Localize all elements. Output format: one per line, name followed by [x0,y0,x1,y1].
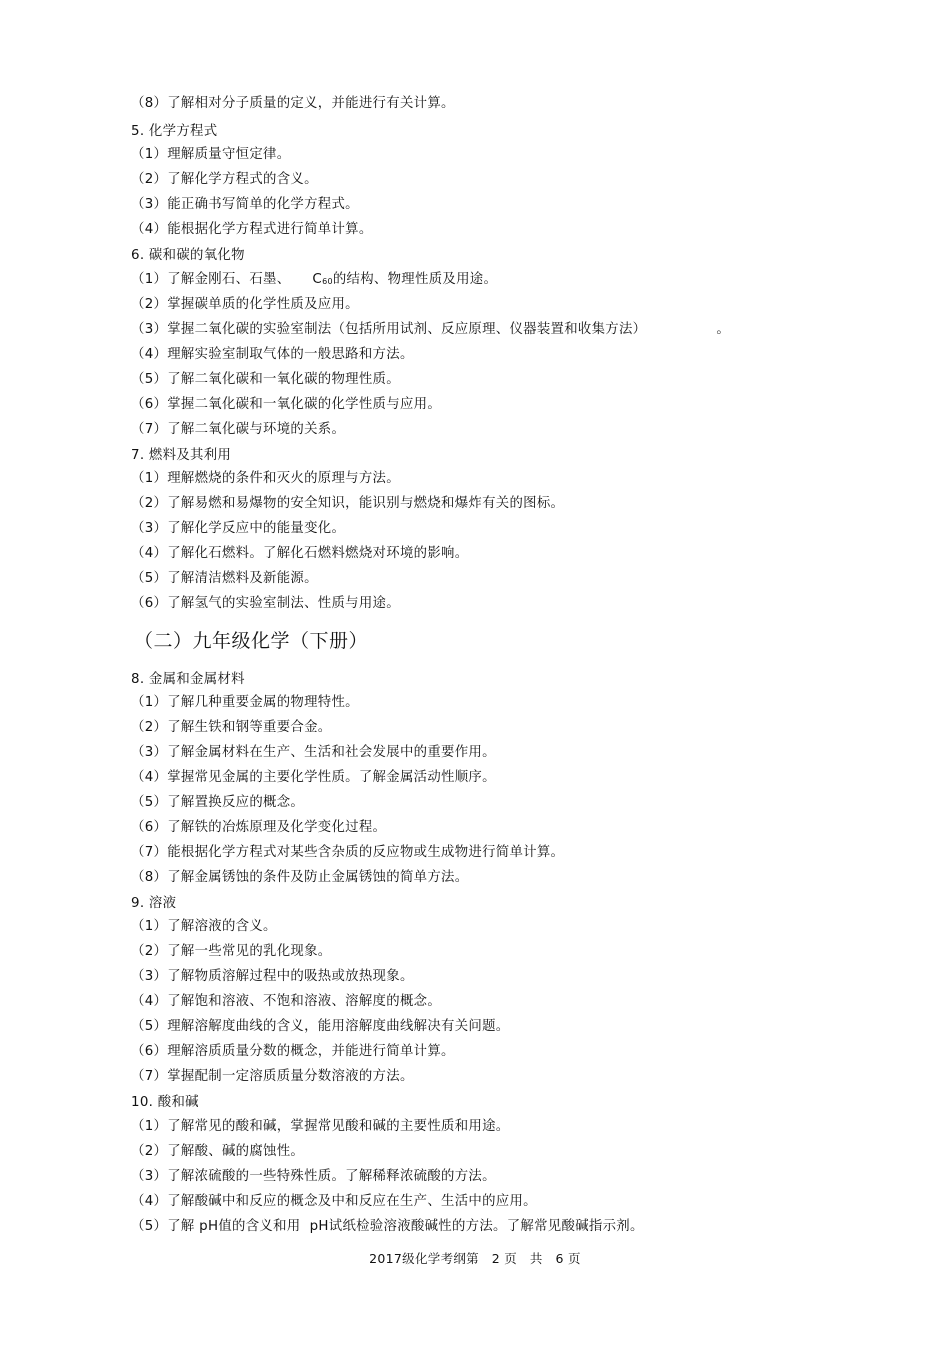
text-line: （2）了解生铁和钢等重要合金。 [131,720,332,735]
text-segment: （1）了解金刚石、石墨、 [131,272,291,287]
text-segment: pH试纸检验溶液酸碱性的方法。了解常见酸碱指示剂。 [309,1219,644,1234]
section-title: 7. 燃料及其利用 [131,448,232,463]
text-segment: （3）掌握二氧化碳的实验室制法（包括所用试剂、反应原理、仪器装置和收集方法） [131,322,647,337]
text-line: （2）了解酸、碱的腐蚀性。 [131,1144,305,1159]
text-line: （5）了解二氧化碳和一氧化碳的物理性质。 [131,372,400,387]
text-line: （6）掌握二氧化碳和一氧化碳的化学性质与应用。 [131,397,442,412]
text-line [131,271,497,291]
text-line: （4）了解化石燃料。了解化石燃料燃烧对环境的影响。 [131,546,469,561]
formula-c60: $C_{60}$ [312,272,333,287]
text-line [131,1218,644,1236]
text-line: （4）掌握常见金属的主要化学性质。了解金属活动性顺序。 [131,770,496,785]
text-line: （6）了解氢气的实验室制法、性质与用途。 [131,596,400,611]
text-line: （1）了解几种重要金属的物理特性。 [131,695,359,710]
section-title: 10. 酸和碱 [131,1095,199,1110]
text-segment: （5）了解 [131,1219,195,1234]
page-footer: 2017级化学考纲第 2 页 共 6 页 [369,1251,581,1266]
text-line: （1）理解质量守恒定律。 [131,147,291,162]
text-line: （1）了解常见的酸和碱，掌握常见酸和碱的主要性质和用途。 [131,1119,510,1134]
subheading: （二）九年级化学（下册） [134,630,369,652]
text-line: （3）了解化学反应中的能量变化。 [131,521,346,536]
text-line: （3）了解金属材料在生产、生活和社会发展中的重要作用。 [131,745,496,760]
text-line: （8）了解相对分子质量的定义，并能进行有关计算。 [131,96,455,111]
text-line: （2）了解化学方程式的含义。 [131,172,318,187]
text-line: （5）了解清洁燃料及新能源。 [131,571,318,586]
text-line: （3）能正确书写简单的化学方程式。 [131,197,359,212]
text-line: （7）了解二氧化碳与环境的关系。 [131,422,346,437]
text-line: （7）能根据化学方程式对某些含杂质的反应物或生成物进行简单计算。 [131,845,565,860]
text-line: （3）了解物质溶解过程中的吸热或放热现象。 [131,969,414,984]
text-line: （7）掌握配制一定溶质质量分数溶液的方法。 [131,1069,414,1084]
text-line: （5）了解置换反应的概念。 [131,795,305,810]
text-line [131,321,730,339]
text-line: （4）能根据化学方程式进行简单计算。 [131,222,373,237]
text-line: （6）理解溶质质量分数的概念，并能进行简单计算。 [131,1044,455,1059]
text-line: （2）了解易燃和易爆物的安全知识，能识别与燃烧和爆炸有关的图标。 [131,496,565,511]
text-line: （4）了解饱和溶液、不饱和溶液、溶解度的概念。 [131,994,442,1009]
text-line: （1）了解溶液的含义。 [131,919,277,934]
text-segment: 。 [716,322,731,337]
text-line: （8）了解金属锈蚀的条件及防止金属锈蚀的简单方法。 [131,870,469,885]
text-segment: 的结构、物理性质及用途。 [332,272,498,287]
text-line: （4）了解酸碱中和反应的概念及中和反应在生产、生活中的应用。 [131,1194,537,1209]
section-title: 8. 金属和金属材料 [131,672,245,687]
text-line: （2）了解一些常见的乳化现象。 [131,944,332,959]
text-line: （6）了解铁的冶炼原理及化学变化过程。 [131,820,387,835]
text-line: （5）理解溶解度曲线的含义，能用溶解度曲线解决有关问题。 [131,1019,510,1034]
text-line: （2）掌握碳单质的化学性质及应用。 [131,297,359,312]
section-title: 9. 溶液 [131,896,177,911]
section-title: 6. 碳和碳的氧化物 [131,248,245,263]
section-title: 5. 化学方程式 [131,124,218,139]
text-line: （3）了解浓硫酸的一些特殊性质。了解稀释浓硫酸的方法。 [131,1169,496,1184]
text-line: （1）理解燃烧的条件和灭火的原理与方法。 [131,471,400,486]
text-segment: pH值的含义和用 [199,1219,301,1234]
text-line: （4）理解实验室制取气体的一般思路和方法。 [131,347,414,362]
